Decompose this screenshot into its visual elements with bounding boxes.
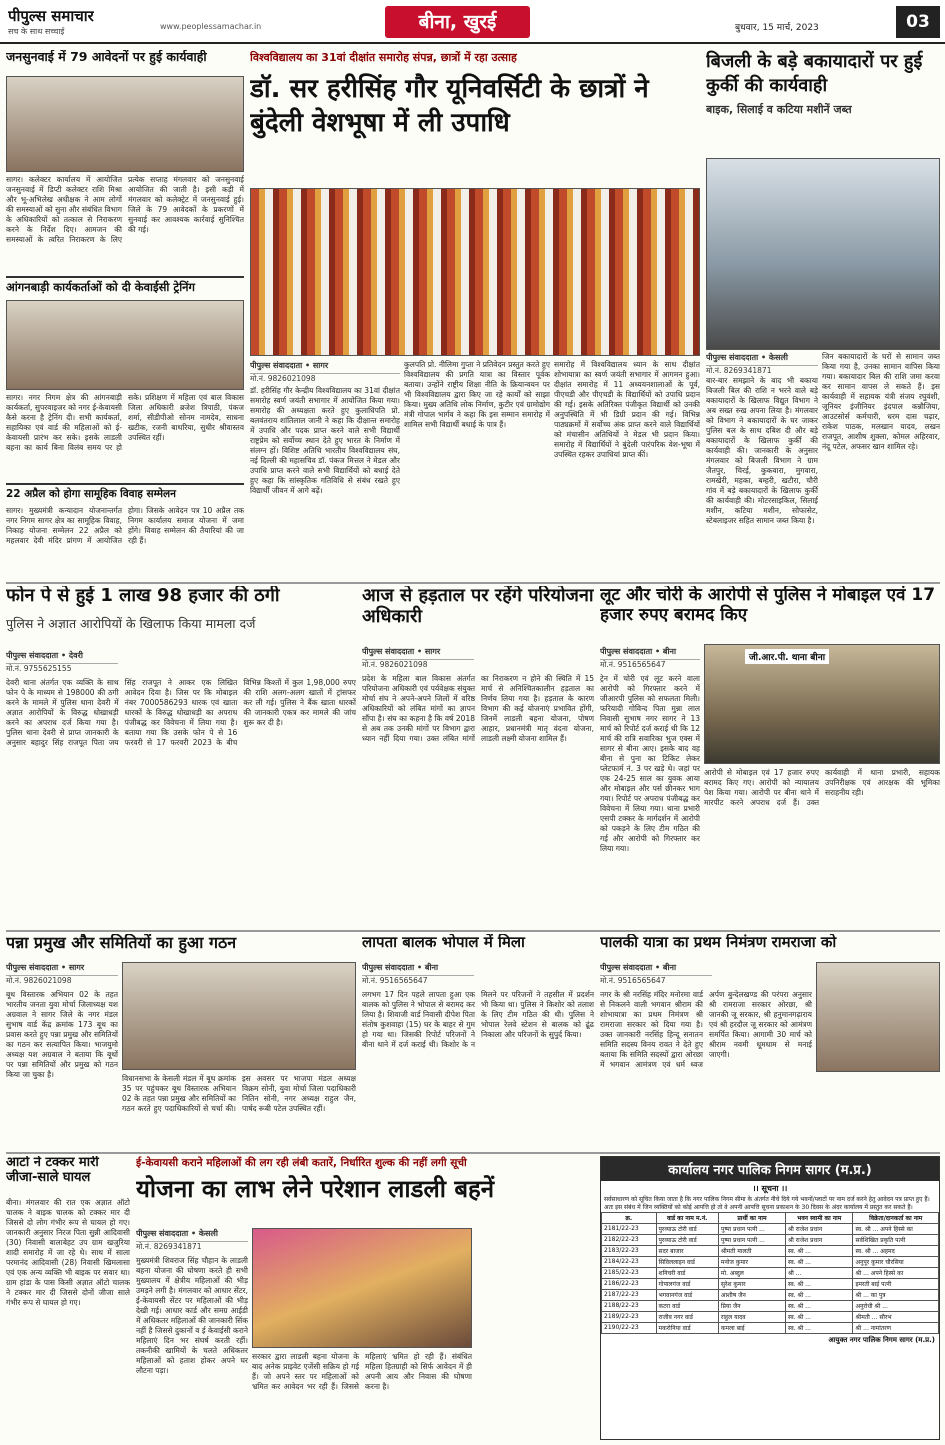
notice-cell: 2190/22-23 (602, 1323, 657, 1334)
notice-row (602, 1246, 939, 1257)
issue-date: बुधवार, 15 मार्च, 2023 (735, 23, 819, 33)
kurki-body-2: जिन बकायादारों के घरों से सामान जब्त किया गया है, उनका सामान वापिस किया गया। बकायादार बिल की राशि जमा करवा कर सामान वापस ले सकते हैं। इस कार्यवाही में सहायक यंत्री संजय रघुवंशी, जूनियर इंजीनियर इंदपाल कन्नौजिया, आउटसोर्स कर्मचारी, धरम दास चढ़ार, राकेश पाठक, मलखान यादव, लखन राजपूत, आशीष शुक्ला, कोमल अहिरवार, नंदू पटेल, अफसर खान शामिल रहे। (822, 352, 940, 451)
palki-headline: पालकी यात्रा का प्रथम निमंत्रण रामराजा को (600, 934, 837, 951)
palki-byline-place: बीना (662, 963, 677, 972)
lead-body-3: समारोह में विश्वविद्यालय ध्यान के साथ दीक्षांत शोभायात्रा का स्वर्ण जयंती सभागार में आगमन हुआ। दीक्षांत समारोह में 11 अध्ययनशालाओं के पूर्व, पीएचडी और पीएचडी के विद्यार्थियों को उपाधि प्रदान की गई। इसके अतिरिक्त पंजीकृत विद्यार्थी को उनकी अनुपस्थिति में भी डिग्री प्रदान की गई। विभिन्न पाठ्यक्रमों में सर्वोच्च अंक प्राप्त करने वाले विद्यार्थियों को मंचासीन अतिथियों ने मेडल भी प्रदान किया। समारोह में विद्यार्थियों ने बुंदेली पारंपरिक वेश-भूषा में उपस्थित रहकर उपाधियां प्राप्त कीं। (554, 360, 700, 459)
notice-cell: 2184/22-23 (602, 1257, 657, 1268)
ladli-body: मुख्यमंत्री शिवराज सिंह चौहान के लाडली बहना योजना की घोषणा करते ही सभी मुख्यालय में क्षेत्रीय महिलाओं की भीड़ उमड़ने लगी है। मंगलवार को आधार सेंटर, ई-केवायसी सेंटर पर महिलाओं की भीड़ देखी गई। आधार कार्ड और समग्र आईडी में अधिकतर महिलाओं की जानकारी सिंक नहीं है जिससे दुकानों व ई केवाईसी कराने महिलाएं दिन भर संघर्ष करती रहीं। तकनीकी खामियों के चलते अधिकतर महिलाओं को हताश होकर अपने घर लौटना पड़ा। (136, 1256, 248, 1375)
notice-cell: पुष्पा प्रधान पत्नी ... (718, 1224, 785, 1235)
kurki-byline: पीपुल्स संवाददाता • केसली (706, 352, 818, 366)
missing-byline-box (362, 962, 474, 986)
palki-photo (816, 962, 940, 1072)
notice-cell: स्व. श्री ... अहमद (853, 1246, 939, 1257)
police-station-sign: जी.आर.पी. थाना बीना (745, 649, 829, 664)
accident-headline: आटो ने टक्कर मारी जीजा-साले घायल (6, 1156, 99, 1185)
theft-byline-box (600, 646, 700, 670)
edition-city: बीना, खुरई (385, 6, 530, 38)
notice-cell: श्री ... (785, 1268, 852, 1279)
hearing-photo (6, 76, 244, 172)
strike-byline: पीपुल्स संवाददाता • सागर (362, 646, 474, 660)
notice-cell: कटरा वार्ड (656, 1301, 718, 1312)
strike-body: प्रदेश के महिला बाल विकास अंतर्गत परियोजना अधिकारी एवं पर्यवेक्षक संयुक्त मोर्चा संघ ने अपने-अपने जिलों में वरिष्ठ अधिकारियों को लंबित मांगों का ज्ञापन सौंपा है। संघ का कहना है कि वर्ष 2018 से अब तक उनकी मांगों पर विभाग द्वारा ध्यान नहीं दिया गया। उक्त लंबित मांगों का निराकरण न होने की स्थिति में 15 मार्च से अनिश्चितकालीन हड़ताल का निर्णय लिया गया है। हड़ताल के कारण विभाग की कई योजनाएं प्रभावित होंगी, जिनमें लाडली बहना योजना, पोषण आहार, प्रधानमंत्री मातृ वंदना योजना, लाडली लक्ष्मी योजना शामिल हैं। (362, 674, 594, 743)
theft-headline: लूट और चोरी के आरोपी से पुलिस ने मोबाइल एवं 17 हजार रुपए बरामद किए (600, 586, 936, 625)
fraud-subtitle: पुलिस ने अज्ञात आरोपियों के खिलाफ किया मामला दर्ज (6, 615, 256, 631)
notice-cell: अनुपूर कुमार चौरसिया (853, 1257, 939, 1268)
notice-signature: आयुक्त नगर पालिक निगम सागर (म.प्र.) (828, 1336, 935, 1344)
fraud-headline-box (6, 586, 356, 644)
notice-col-header: भवन स्वामी का नाम (785, 1213, 852, 1224)
panna-headline-box (6, 934, 356, 958)
notice-row (602, 1257, 939, 1268)
notice-col-header: क्र. (602, 1213, 657, 1224)
notice-subtitle: ।। सूचना ।। (752, 1184, 788, 1193)
hearing-headline-box (6, 50, 244, 74)
accident-headline-box (6, 1156, 130, 1196)
notice-cell: श्री ... नामांतरण (853, 1323, 939, 1334)
notice-cell: 2181/22-23 (602, 1224, 657, 1235)
missing-headline: लापता बालक भोपाल में मिला (362, 934, 525, 951)
notice-row (602, 1312, 939, 1323)
palki-byline-reporter: पीपुल्स संवाददाता (600, 963, 653, 972)
theft-byline-place: बीना (662, 647, 677, 656)
notice-cell: शनिचरी वार्ड (656, 1268, 718, 1279)
notice-cell: स्व. श्री ... अपने हिस्से का (853, 1224, 939, 1235)
theft-byline-reporter: पीपुल्स संवाददाता (600, 647, 653, 656)
notice-row (602, 1323, 939, 1334)
notice-cell: 2189/22-23 (602, 1312, 657, 1323)
notice-cell: श्री ... का पुत्र (853, 1290, 939, 1301)
website-url[interactable]: www.peoplessamachar.in (160, 22, 262, 31)
notice-cell: सुरेश कुमार (718, 1279, 785, 1290)
lead-headline: डॉ. सर हरीसिंह गौर यूनिवर्सिटी के छात्रों ने बुंदेली वेशभूषा में ली उपाधि (250, 74, 649, 138)
palki-mobile: मो.नं. 9516565647 (600, 976, 666, 985)
fraud-byline-place: देवरी (68, 651, 83, 660)
notice-cell: इमरती बाई पत्नी (853, 1279, 939, 1290)
brand-tagline: सच के साथ सच्चाई (8, 27, 65, 36)
fraud-body: देवरी थाना अंतर्गत एक व्यक्ति के साथ फोन पे के माध्यम से 198000 की ठगी करने के मामले में पुलिस थाना देवरी में अज्ञात आरोपियों के विरुद्ध धोखाधड़ी करने का अपराध दर्ज किया गया है। पुलिस थाना देवरी से प्राप्त जानकारी के अनुसार बहादुर सिंह राजपूत पिता जय सिंह राजपूत ने आकर एक लिखित आवेदन दिया है। जिस पर कि मोबाइल नंबर 7000586293 धारक एवं खाता धारकों के विरुद्ध धोखाधड़ी का अपराध पंजीबद्ध कर विवेचना में लिया गया है। बताया गया कि उसके फोन पे से 16 फरवरी से 17 फरवरी 2023 के बीच विभिन्न किश्तों में कुल 1,98,000 रुपए की राशि अलग-अलग खातों में ट्रांसफर कर ली गई। पुलिस ने बैंक खाता धारकों की जानकारी एकत्र कर मामले की जांच शुरू कर दी है। (6, 678, 356, 747)
notice-cell: 2185/22-23 (602, 1268, 657, 1279)
notice-cell: गोपालगंज वार्ड (656, 1279, 718, 1290)
notice-row (602, 1235, 939, 1246)
anganwadi-body: सागर। नगर निगम क्षेत्र की आंगनबाड़ी कार्यकर्ता, सुपरवाइजर को नगर ई-केवायसी कैसे करना है ट्रेनिंग दी। सभी कार्यकर्ता, सहायिका एवं वार्ड की महिलाओं को ई-केवायसी प्रारंभ कर सके। इसके लाडली बहना का कार्य बिना विलंब समय पर हो सके। प्रशिक्षण में महिला एवं बाल विकास जिला अधिकारी ब्रजेश त्रिपाठी, पंकज शर्मा, सीडीपीओ सोनम नामदेव, साधना खटीक, रजनी बाथरिया, सुधीर श्रीवास्तव उपस्थित रहीं। (6, 393, 244, 452)
palki-body: नगर के श्री नरसिंह मंदिर मनोरमा वार्ड से निकलने वाली भगवान श्रीराम की शोभायात्रा का प्रथम निमंत्रण श्री रामराजा सरकार को दिया गया है। उक्त जानकारी नरसिंह हिन्दू सनातन समिति सदस्य विनय रावत ने देते हुए बताया कि समिति सदस्यों द्वारा ओरछा में भगवान आमंत्रण एवं धर्म ध्वज अर्पण बुन्देलखण्ड की परंपरा अनुसार श्री रामराजा सरकार ओरछा, श्री जानकी जू सरकार, श्री हनुमानगढ़ाराय एवं श्री हरदौल जू सरकार को आमंत्रण समर्पित किया। आगामी 30 मार्च को श्रीराम नवमी धूमधाम से मनाई जाएगी। (600, 990, 812, 1069)
fraud-byline-reporter: पीपुल्स संवाददाता (6, 651, 59, 660)
panna-byline-box (6, 962, 118, 986)
notice-cell: स्व. श्री ... (785, 1246, 852, 1257)
notice-cell: पुरव्याऊ टोरी वार्ड (656, 1224, 718, 1235)
missing-byline-place: बीना (424, 963, 439, 972)
lead-byline-reporter: पीपुल्स संवाददाता (250, 361, 303, 370)
lead-byline-box (250, 360, 400, 384)
fraud-byline-box (6, 650, 118, 674)
lead-headline-box (250, 72, 700, 184)
notice-cell: 2187/22-23 (602, 1290, 657, 1301)
panna-mobile: मो.नं. 9826021098 (6, 976, 72, 985)
notice-col-header: वार्ड का नाम म.नं. (656, 1213, 718, 1224)
hearing-headline: जनसुनवाई में 79 आवेदनों पर हुई कार्यवाही (6, 50, 207, 64)
notice-cell: अनुरोधी श्री ... (853, 1301, 939, 1312)
notice-intro: सर्वसाधारण को सूचित किया जाता है कि नगर पालिक निगम सीमा के अंतर्गत नीचे दिये गये भवनों/प्लाटों पर नाम दर्ज करने हेतु आवेदन पत्र प्राप्त हुए हैं। अतः इस संबंध में जिन व्यक्तियों को कोई आपत्ति हो तो वे अपनी आपत्ति सूचना प्रकाशन के 30 दिवस के अंदर कार्यालय में प्रस्तुत कर सकते हैं। (604, 1196, 930, 1211)
brand-name: पीपुल्स समाचार (8, 7, 94, 25)
marriage-headline-box (6, 483, 244, 503)
theft-body: ट्रेन में चोरी एवं लूट करने वाला आरोपी को गिरफ्तार करने में जीआरपी पुलिस को सफलता मिली। फरियादी गोविन्द पिता मुन्ना लाल निवासी सुभाष नगर सागर ने 13 मार्च को रिपोर्ट दर्ज कराई थी कि 12 मार्च की रात्रि सवारिका भुज एक्स में सागर से बीना आए। इसके बाद वह बीना से पुना का टिकिट लेकर प्लेटफार्म नं. 3 पर खड़े थे। जहां पर एक 24-25 साल का युवक आया और मोबाइल और पर्स छीनकर भाग गया। रिपोर्ट पर अपराध पंजीबद्ध कर विवेचना में लिया गया। थाना प्रभारी एसपी टक्कर के मार्गदर्शन में आरोपी को पकड़ने के लिए टीम गठित की गई और आरोपी को गिरफ्तार कर लिया गया। (600, 674, 700, 853)
notice-row (602, 1279, 939, 1290)
kurki-byline-box (706, 352, 818, 374)
theft-headline-box (600, 586, 940, 642)
lead-byline-place: सागर (312, 361, 329, 370)
panna-photo (122, 962, 356, 1070)
strike-mobile: मो.नं. 9826021098 (362, 660, 428, 669)
panna-byline: पीपुल्स संवाददाता • सागर (6, 962, 118, 976)
lead-body-2: कुलपति प्रो. नीलिमा गुप्ता ने प्रतिवेदन प्रस्तुत करते हुए विश्वविद्यालय की प्रगति यात्रा का विस्तार पूर्वक बताया। उन्होंने राष्ट्रीय शिक्षा नीति के क्रियान्वयन पर भी विश्वविद्यालय द्वारा किए जा रहे कार्यों को साझा किया। मुख्य अतिथि लोक निर्माण, कुटीर एवं ग्रामोद्योग मंत्री गोपाल भार्गव ने कहा कि इस सम्मान समारोह में शामिल सभी विद्यार्थी बधाई के पात्र हैं। (404, 360, 550, 429)
panna-byline-reporter: पीपुल्स संवाददाता (6, 963, 59, 972)
notice-cell: 2182/22-23 (602, 1235, 657, 1246)
notice-cell: राजीव नगर वार्ड (656, 1312, 718, 1323)
notice-cell: भगवानगंज वार्ड (656, 1290, 718, 1301)
strike-headline: आज से हड़ताल पर रहेंगे परियोजना अधिकारी (362, 586, 594, 627)
palki-headline-box (600, 934, 940, 958)
notice-cell: श्री राजेश प्रधान (785, 1235, 852, 1246)
lead-kicker: विश्वविद्यालय का 31वां दीक्षांत समारोह संपन्न, छात्रों में रहा उत्साह (250, 51, 517, 64)
anganwadi-headline: आंगनबाड़ी कार्यकर्ताओं को दी केवाईसी ट्रेनिंग (6, 280, 196, 294)
notice-cell: राहुल यादव (718, 1312, 785, 1323)
kurki-body: बार-बार समझाने के बाद भी बकाया बिजली बिल की राशि न भरने वाले बड़े बकायादारों के खिलाफ विद्युत विभाग ने अब सख्त रुख अपना लिया है। मंगलवार को विभाग ने बकायादारों के घर जाकर पुलिस बल के साथ दबिश दी और बड़े बकायादारों के खिलाफ कुर्की की कार्यवाही की। जानकारी के अनुसार मंगलवार को बिजली विभाग ने ग्राम जैतपुर, चिरई, कुकवारा, मुगवारा, रामखेरी, महका, बम्हरी, खटौरा, चौरी गांव में बड़े बकायादारों के खिलाफ कुर्की की कार्यवाही की। मोटरसाइकिल, सिलाई मशीन, कटिया मशीन, सोफासेट, स्टेबलाइजर सहित सामान जब्त किया है। (706, 376, 818, 525)
ladli-mobile: मो.नं. 8269341871 (136, 1242, 202, 1251)
ladli-byline: पीपुल्स संवाददाता • केसली (136, 1228, 248, 1242)
notice-rows (602, 1224, 939, 1334)
theft-body-2: आरोपी से मोबाइल एवं 17 हजार रुपए बरामद किए गए। आरोपी को न्यायालय पेश किया गया। आरोपी पर बीना थाने में मारपीट करने अपराध दर्ज हैं। उक्त कार्यवाही में थाना प्रभारी, सहायक उपनिरीक्षक एवं आरक्षक की भूमिका सराहनीय रही। (704, 768, 940, 807)
ladli-byline-reporter: पीपुल्स संवाददाता (136, 1229, 189, 1238)
notice-row (602, 1224, 939, 1235)
notice-cell: 2186/22-23 (602, 1279, 657, 1290)
notice-cell: कमला बाई (718, 1323, 785, 1334)
notice-cell: मकरोनिया वार्ड (656, 1323, 718, 1334)
notice-cell: सिविललाइन वार्ड (656, 1257, 718, 1268)
anganwadi-photo (6, 300, 244, 390)
notice-table (601, 1212, 939, 1334)
section-divider-2 (6, 930, 940, 932)
notice-cell: पुष्पा प्रधान पत्नी ... (718, 1235, 785, 1246)
strike-headline-box (362, 586, 594, 642)
accident-body: बीना। मंगलवार की रात एक अज्ञात ऑटो चालक ने बाइक चालक को टक्कर मार दी जिससे दो लोग गंभीर रूप से घायल हो गए। जानकारी अनुसार निरज पिता सुन्नी आदिवासी (30) निवासी बालाबेहट उप ग्राम खजुरिया शादी समारोह में जा रहे थे। साथ में साला परमानंद आदिवासी (28) निवासी खिमलासा एवं एक अन्य व्यक्ति भी बाइक पर सवार था। ग्राम हांडा के पास किसी अज्ञात ऑटो चालक ने टक्कर मार दी जिससे दोनों जीजा साले गंभीर रूप से घायल हो गए। (6, 1198, 130, 1307)
kurki-byline-reporter: पीपुल्स संवाददाता (706, 353, 759, 362)
page-number: 03 (896, 6, 940, 38)
notice-cell: प्रिया जैन (718, 1301, 785, 1312)
panna-headline: पन्ना प्रमुख और समितियों का हुआ गठन (6, 934, 237, 952)
notice-cell: श्रीमती ... सौरभ (853, 1312, 939, 1323)
notice-cell: स्व. श्री ... (785, 1301, 852, 1312)
kurki-subtitle: बाइक, सिलाई व कटिया मशीनें जब्त (706, 103, 852, 116)
kurki-headline: बिजली के बड़े बकायादारों पर हुई कुर्की की कार्यवाही (706, 51, 923, 96)
panna-body: बूथ विस्तारक अभियान 02 के तहत भारतीय जनता युवा मोर्चा जिलाध्यक्ष यश अग्रवाल ने सागर जिले के नगर मंडल सुभाष वार्ड केंद्र क्रमांक 173 बूथ का प्रवास करते हुए पन्ना प्रमुख और समितियों का गठन कर सत्यापित किया। भाजयुमो अध्यक्ष यश अग्रवाल ने बताया कि बूथों पर पन्ना समितियों और प्रमुख को गठन किया जा चुका है। (6, 990, 118, 1079)
notice-title: कार्यालय नगर पालिक निगम सागर (म.प्र.) (601, 1157, 939, 1181)
theft-mobile: मो.नं. 9516565647 (600, 660, 666, 669)
notice-row (602, 1268, 939, 1279)
ladli-headline-box (136, 1156, 594, 1224)
ladli-byline-box (136, 1228, 248, 1252)
panna-byline-place: सागर (68, 963, 85, 972)
newspaper-brand (8, 6, 94, 37)
notice-cell: श्री राजेश प्रधान (785, 1224, 852, 1235)
masthead (0, 0, 945, 44)
fraud-byline: पीपुल्स संवाददाता • देवरी (6, 650, 118, 664)
anganwadi-headline-box (6, 276, 244, 296)
fraud-mobile: मो.नं. 9755625155 (6, 664, 72, 673)
ladli-body-2: सरकार द्वारा लाडली बहना योजना के बाद अनेक प्राइवेट एजेंसी सक्रिय हो गई हैं। जो अपने स्तर पर महिलाओं को भ्रमित कर आवेदन भर रही हैं। जिससे महिलाएं भ्रमित हो रही हैं। संबंधित महिला हितग्राही को सिर्फ आवेदन में ही अपनी आय और निवास की घोषणा करना है। (252, 1352, 472, 1391)
notice-cell: श्रीमती मालती (718, 1246, 785, 1257)
missing-mobile: मो.नं. 9516565647 (362, 976, 428, 985)
kurki-mobile: मो.नं. 8269341871 (706, 366, 772, 374)
convocation-photo (250, 188, 700, 356)
missing-byline-reporter: पीपुल्स संवाददाता (362, 963, 415, 972)
kurki-byline-place: केसली (768, 353, 788, 362)
notice-cell: स्व. श्री ... (785, 1257, 852, 1268)
police-photo (704, 644, 940, 764)
section-divider (6, 582, 940, 584)
panna-body-2: विधानसभा के केसली मंडल में बूथ क्रमांक 35 पर पहुंचकर बूथ विस्तारक अभियान 02 के तहत पन्ना प्रमुख और समितियों का गठन करते हुए पदाधिकारियों से चर्चा की। इस अवसर पर भाजपा मंडल अध्यक्ष विक्रम सोनी, युवा मोर्चा जिला पदाधिकारी नितिन सोनी, नगर अध्यक्ष राहुल जैन, पार्षद रूबी पटेल उपस्थित रहीं। (122, 1074, 356, 1113)
notice-cell: स्व. श्री ... (785, 1279, 852, 1290)
missing-body: लगभग 17 दिन पहले लापता हुआ एक बालक को पुलिस ने भोपाल से बरामद कर लिया है। शिवाजी वार्ड निवासी दीपेश पिता संतोष कुशवाहा (15) घर के बाहर से गुम हो गया था। जिसकी रिपोर्ट परिजनों ने बीना थाने में दर्ज कराई थी। किशोर के न मिलने पर परिजनों ने तहसील में प्रदर्शन भी किया था। पुलिस ने किशोर को तलाश के लिए टीम गठित की थी। पुलिस ने भोपाल रेलवे स्टेशन से बालक को ढूंढ निकाला और परिजनों के सुपुर्द किया। (362, 990, 594, 1049)
ladli-headline: योजना का लाभ लेने परेशान लाडली बहनें (136, 1175, 495, 1203)
missing-byline: पीपुल्स संवाददाता • बीना (362, 962, 474, 976)
kurki-headline-box (706, 50, 940, 154)
notice-cell: श्री ... अपने हिस्से का (853, 1268, 939, 1279)
notice-col-header: विक्रेता/दानकर्ता का नाम (853, 1213, 939, 1224)
strike-byline-reporter: पीपुल्स संवाददाता (362, 647, 415, 656)
notice-cell: आशीष जैन (718, 1290, 785, 1301)
section-divider-3 (6, 1152, 940, 1154)
marriage-headline: 22 अप्रैल को होगा सामूहिक विवाह सम्मेलन (6, 488, 176, 500)
strike-byline-place: सागर (424, 647, 441, 656)
fraud-headline: फोन पे से हुई 1 लाख 98 हजार की ठगी (6, 586, 280, 606)
notice-row (602, 1290, 939, 1301)
notice-col-header: प्रार्थी का नाम (718, 1213, 785, 1224)
notice-cell: सर्वशिखित प्रकृति पत्नी (853, 1235, 939, 1246)
notice-cell: पुरव्याऊ टोरी वार्ड (656, 1235, 718, 1246)
lead-mobile: मो.नं. 9826021098 (250, 374, 316, 383)
palki-byline-box (600, 962, 712, 986)
notice-cell: मनोज कुमार (718, 1257, 785, 1268)
hearing-body: सागर। कलेक्टर कार्यालय में आयोजित जनसुनवाई में डिप्टी कलेक्टर राशि मिश्रा और भू-अभिलेख अधीक्षक ने आम लोगों की समस्याओं को सुना और संबंधित विभाग के अधिकारियों को तत्काल से निराकरण करने के निर्देश दिए। आमजन की समस्याओं के त्वरित निराकरण के लिए प्रत्येक सप्ताह मंगलवार को जनसुनवाई आयोजित की जाती है। इसी कड़ी में मंगलवार को कलेक्ट्रेट में जनसुनवाई हुई। जिले के 79 आवेदकों के प्रकरणों में सुनवाई कर आवश्यक कार्रवाई सुनिश्चित की गई। (6, 175, 244, 244)
notice-cell: 2188/22-23 (602, 1301, 657, 1312)
ladli-kicker: ई-केवायसी कराने महिलाओं की लग रही लंबी कतारें, निर्धारित शुल्क की नहीं लगी सूची (136, 1157, 467, 1169)
lead-kicker-box (250, 50, 700, 70)
palki-byline: पीपुल्स संवाददाता • बीना (600, 962, 712, 976)
marriage-body: सागर। मुख्यमंत्री कन्यादान योजनान्तर्गत नगर निगम सागर क्षेत्र का सामूहिक विवाह, निकाह योजना सम्मेलन 22 अप्रैल को महलवार देवी मंदिर प्रांगण में आयोजित होगा। जिसके आवेदन पत्र 10 अप्रैल तक निगम कार्यालय समाज योजना में जमा होंगे। विवाह सम्मेलन की तैयारियां की जा रही हैं। (6, 506, 244, 545)
seized-bike-photo (706, 158, 940, 350)
lead-byline: पीपुल्स संवाददाता • सागर (250, 360, 400, 374)
notice-cell: सदर बाजार (656, 1246, 718, 1257)
notice-cell: 2183/22-23 (602, 1246, 657, 1257)
strike-byline-box (362, 646, 474, 670)
ladli-byline-place: केसली (198, 1229, 218, 1238)
missing-headline-box (362, 934, 594, 958)
notice-cell: स्व. श्री ... (785, 1290, 852, 1301)
notice-cell: स्व. श्री ... (785, 1312, 852, 1323)
lead-body-1: डॉ. हरीसिंह गौर केन्द्रीय विश्वविद्यालय का 31वां दीक्षांत समारोह स्वर्ण जयंती सभागार में आयोजित किया गया। समारोह की अध्यक्षता करते हुए कुलाधिपति प्रो. बलवंतराय शांतिलाल जानी ने कहा कि दीक्षान्त समारोह में उपाधि और पदक प्राप्त करने वाले सभी विद्यार्थी राष्ट्रप्रेम को सर्वोच्च स्थान देते हुए भारत के निर्माण में संलग्न हों। विशिष्ट अतिथि भारतीय विश्वविद्यालय संघ, नई दिल्ली की महासचिव डॉ. पंकज मित्तल ने मेडल और उपाधि प्राप्त करने वाले सभी विद्यार्थियों को बधाई देते हुए कहा कि सांस्कृतिक गतिविधि से संबंध रखते हुए विद्यार्थी जीवन में आगे बढ़ें। (250, 386, 400, 495)
theft-byline: पीपुल्स संवाददाता • बीना (600, 646, 700, 660)
notice-cell: स्व. श्री ... (785, 1323, 852, 1334)
ladli-photo (252, 1228, 472, 1348)
municipal-notice (600, 1156, 940, 1440)
notice-cell: मो. अब्दुल (718, 1268, 785, 1279)
notice-row (602, 1301, 939, 1312)
